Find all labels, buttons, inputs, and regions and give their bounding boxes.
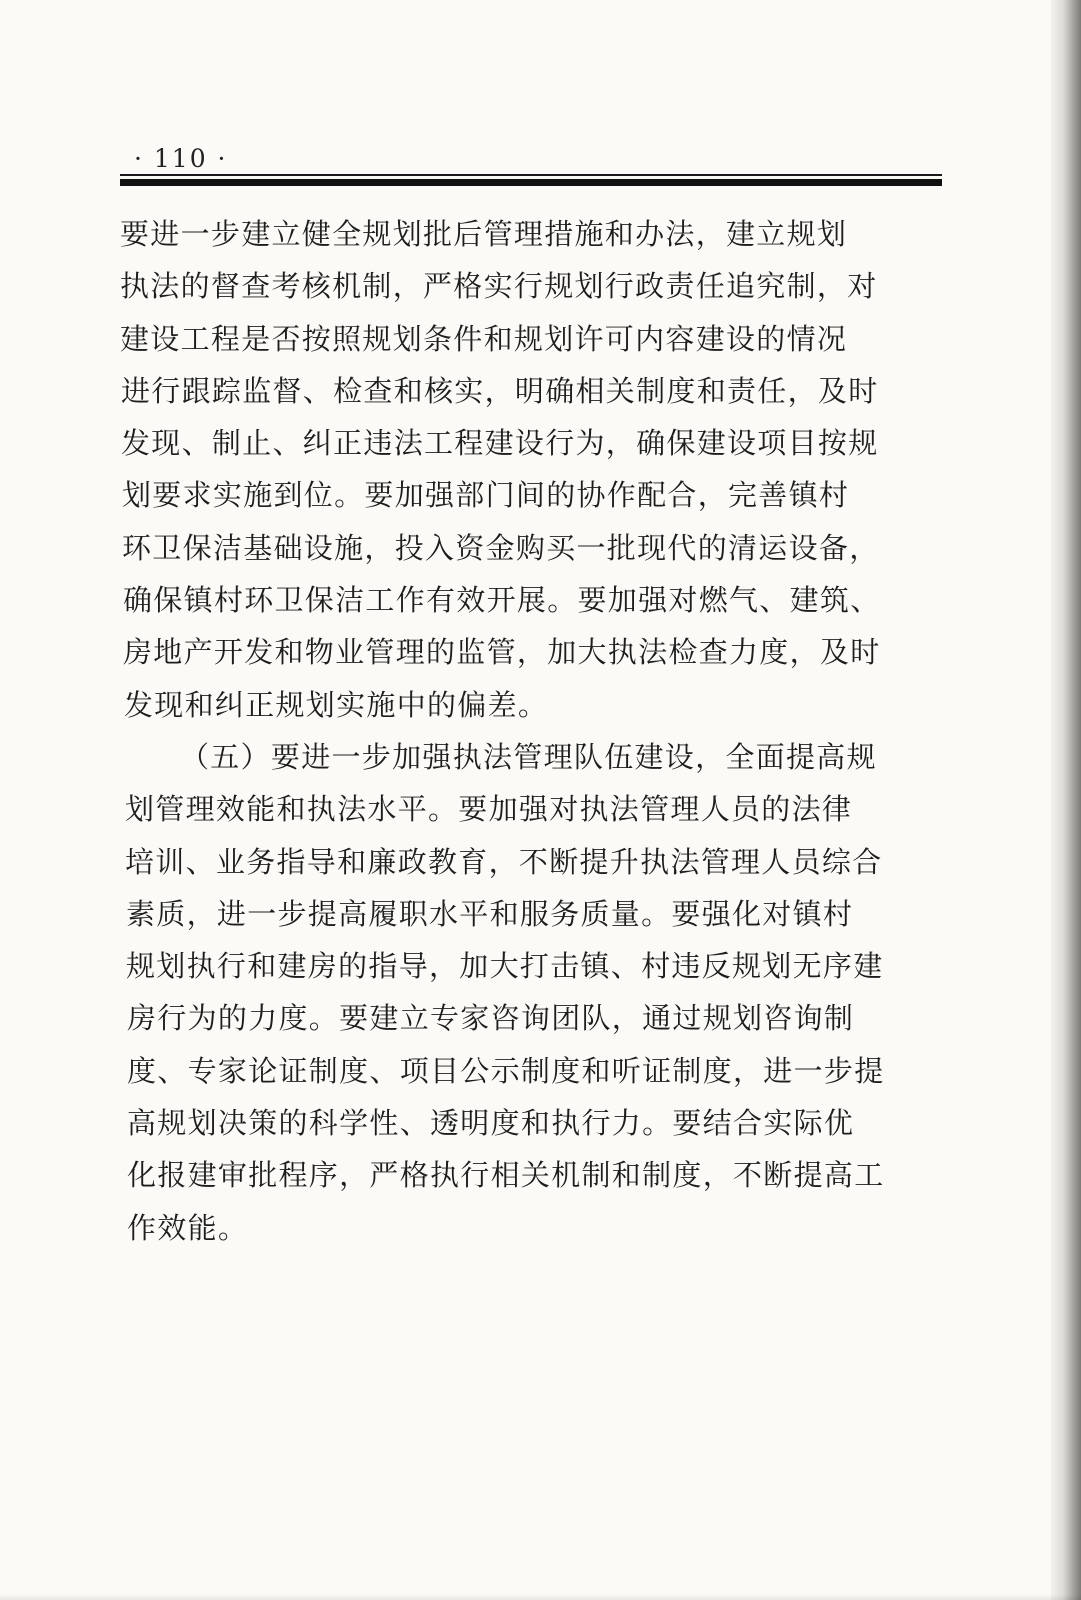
text-line: 划管理效能和执法水平。要加强对执法管理人员的法律 [125,792,853,827]
text-line: 发现、制止、纠正违法工程建设行为，确保建设项目按规 [121,426,879,461]
text-line: 规划执行和建房的指导，加大打击镇、村违反规划无序建 [126,949,884,984]
text-line: 化报建审批程序，严格执行相关机制和制度，不断提高工 [127,1158,885,1193]
page-number: · 110 · [134,144,228,173]
text-line: 建设工程是否按照规划条件和规划许可内容建设的情况 [120,321,848,356]
page-edge-shadow [1051,0,1081,1600]
text-line: 执法的督查考核机制，严格实行规划行政责任追究制，对 [120,269,878,304]
text-line: 房行为的力度。要建立专家咨询团队，通过规划咨询制 [127,1001,855,1036]
text-line: 培训、业务指导和廉政教育，不断提升执法管理人员综合 [125,844,883,879]
text-line: 划要求实施到位。要加强部门间的协作配合，完善镇村 [122,478,850,513]
text-line: 发现和纠正规划实施中的偏差。 [124,687,549,722]
text-line: 环卫保洁基础设施，投入资金购买一批现代的清运设备， [122,530,880,565]
text-line: 素质，进一步提高履职水平和服务质量。要强化对镇村 [126,896,854,931]
text-line: 要进一步建立健全规划批后管理措施和办法，建立规划 [120,217,848,251]
text-line: 作效能。 [127,1210,249,1245]
page-bottom-shadow [0,1594,1081,1600]
text-line: 进行跟踪监督、检查和核实，明确相关制度和责任，及时 [121,373,879,408]
header-rule-thick [120,179,942,186]
paragraph-2 [120,731,950,1254]
text-line: 确保镇村环卫保洁工作有效开展。要加强对燃气、建筑、 [123,583,881,618]
text-line: 高规划决策的科学性、透明度和执行力。要结合实际优 [127,1106,855,1141]
text-line: 房地产开发和物业管理的监管，加大执法检查力度，及时 [123,635,881,670]
page-header [120,142,940,182]
page-body [120,208,950,1254]
paragraph-1 [120,208,950,731]
text-line: 度、专家论证制度、项目公示制度和听证制度，进一步提 [127,1053,885,1088]
text-line: （五）要进一步加强执法管理队伍建设，全面提高规 [180,739,877,774]
header-rule-thin [120,174,942,176]
